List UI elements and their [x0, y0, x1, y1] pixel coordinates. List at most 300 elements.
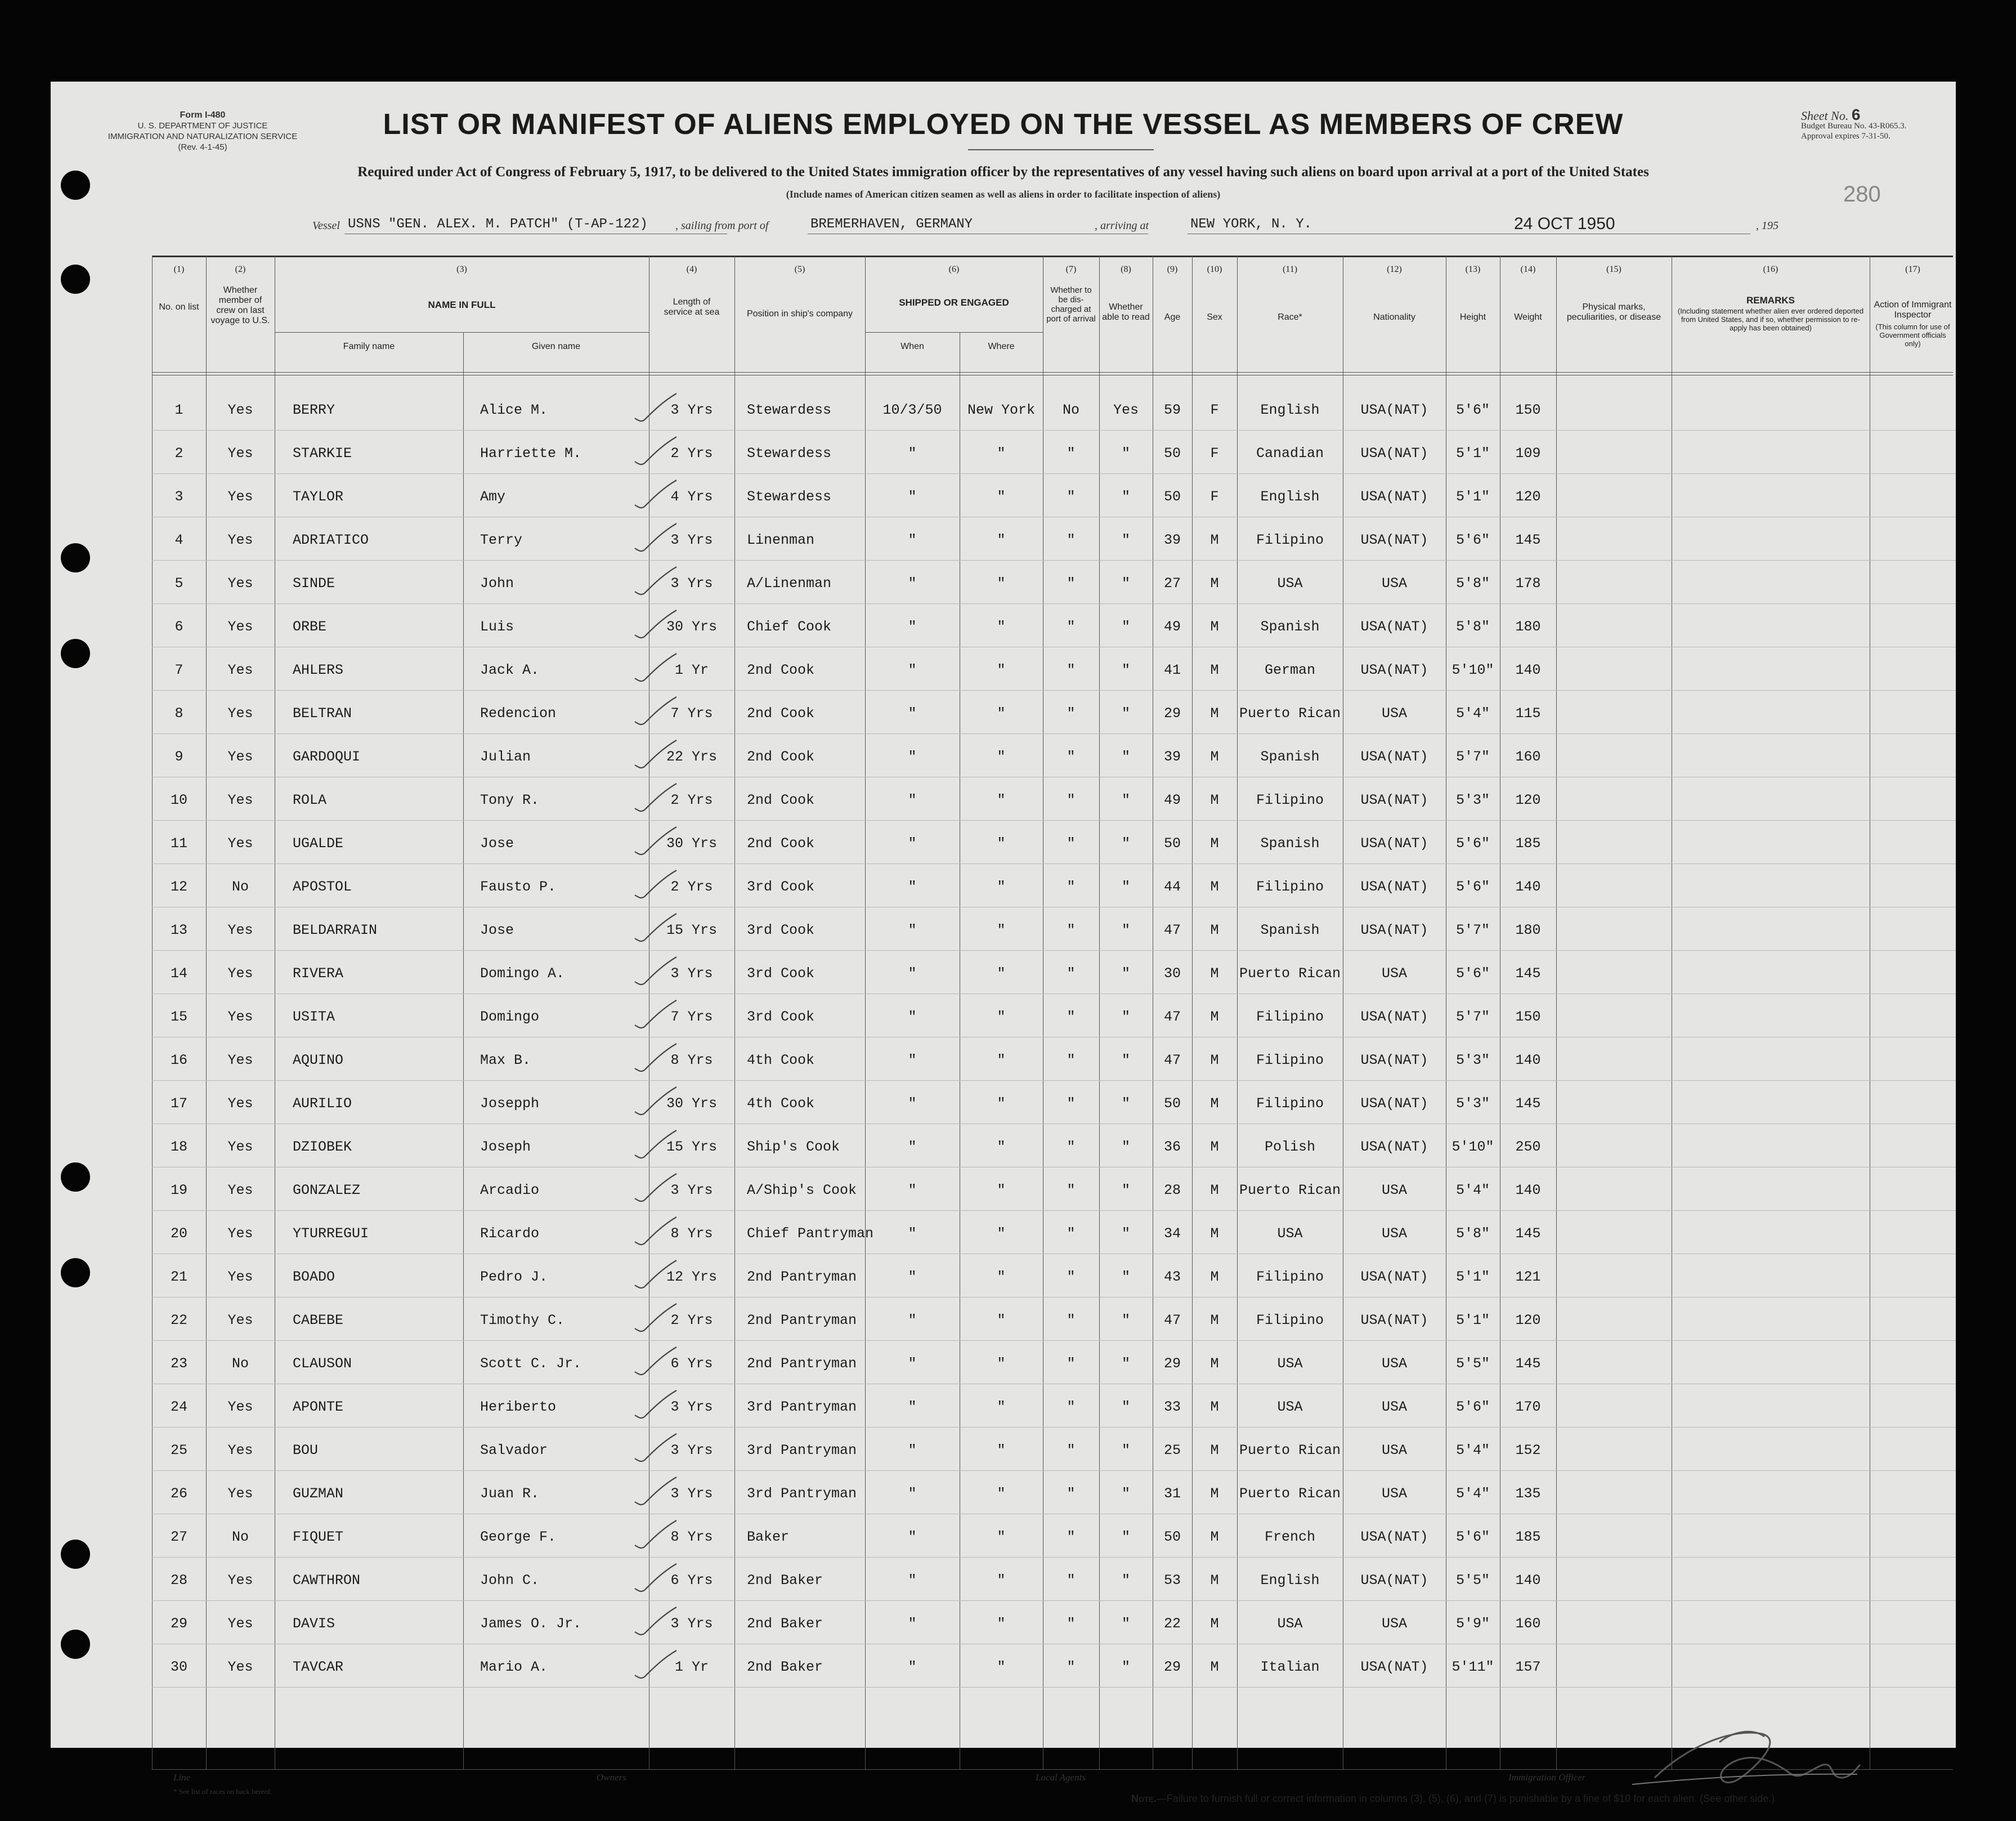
- cell-height: 5'1": [1455, 445, 1490, 462]
- cell-service: 1 Yr: [674, 662, 709, 678]
- cell-family: RIVERA: [293, 965, 344, 982]
- cell-where: ": [997, 1009, 1006, 1025]
- cell-service: 3 Yrs: [670, 1182, 713, 1198]
- col-9-num: (9): [1167, 265, 1178, 274]
- cell-last: Yes: [227, 1399, 253, 1415]
- cell-read: ": [1121, 705, 1130, 722]
- cell-read: ": [1121, 1312, 1130, 1328]
- cell-age: 41: [1163, 662, 1181, 678]
- cell-service: 15 Yrs: [666, 1139, 717, 1155]
- cell-nationality: USA: [1381, 1399, 1407, 1415]
- table-row: [51, 1082, 1956, 1125]
- cell-family: USITA: [293, 1009, 335, 1025]
- cell-given: Timothy C.: [480, 1312, 565, 1328]
- cell-read: ": [1121, 1139, 1130, 1155]
- cell-position: 2nd Baker: [747, 1659, 823, 1675]
- cell-last: Yes: [227, 1616, 253, 1632]
- cell-weight: 150: [1515, 1009, 1541, 1025]
- cell-read: ": [1121, 1616, 1130, 1632]
- cell-service: 30 Yrs: [666, 619, 717, 635]
- cell-height: 5'4": [1455, 1486, 1490, 1502]
- cell-height: 5'3": [1455, 792, 1490, 808]
- table-row: [51, 562, 1956, 605]
- table-row: [51, 865, 1956, 909]
- cell-sex: M: [1210, 879, 1219, 895]
- table-row: [51, 648, 1956, 692]
- cell-service: 30 Yrs: [666, 835, 717, 852]
- budget-bureau: Budget Bureau No. 43-R065.3.: [1801, 122, 1907, 131]
- cell-family: AHLERS: [293, 662, 344, 678]
- cell-position: 2nd Pantryman: [747, 1312, 857, 1328]
- cell-service: 8 Yrs: [670, 1225, 713, 1242]
- cell-last: Yes: [227, 402, 253, 418]
- cell-service: 3 Yrs: [670, 1399, 713, 1415]
- cell-no: 20: [170, 1225, 187, 1242]
- vessel-name: USNS "GEN. ALEX. M. PATCH" (T-AP-122): [348, 217, 648, 232]
- cell-no: 6: [174, 619, 183, 635]
- cell-read: ": [1121, 575, 1130, 592]
- cell-when: ": [908, 835, 917, 852]
- cell-no: 11: [170, 835, 187, 852]
- cell-family: TAYLOR: [293, 489, 344, 505]
- cell-sex: M: [1210, 1009, 1219, 1025]
- cell-weight: 160: [1515, 749, 1541, 765]
- cell-sex: M: [1210, 1182, 1219, 1198]
- cell-when: ": [908, 619, 917, 635]
- cell-family: DZIOBEK: [293, 1139, 352, 1155]
- cell-when: ": [908, 1139, 917, 1155]
- cell-last: Yes: [227, 1009, 253, 1025]
- cell-where: ": [997, 1572, 1006, 1589]
- revision: (Rev. 4-1-45): [178, 142, 227, 152]
- check-mark-icon: [630, 911, 681, 945]
- table-row: [51, 1169, 1956, 1212]
- cell-given: Heriberto: [480, 1399, 557, 1415]
- cell-race: Italian: [1260, 1659, 1320, 1675]
- cell-height: 5'8": [1455, 619, 1490, 635]
- col-sex-header: Sex: [1207, 312, 1222, 322]
- check-mark-icon: [630, 651, 681, 685]
- cell-age: 43: [1163, 1269, 1181, 1285]
- cell-nationality: USA: [1381, 1182, 1407, 1198]
- cell-nationality: USA(NAT): [1360, 445, 1428, 462]
- cell-race: Filipino: [1256, 1312, 1324, 1328]
- cell-when: ": [908, 1399, 917, 1415]
- cell-weight: 145: [1515, 1225, 1541, 1242]
- cell-sex: F: [1210, 402, 1219, 418]
- header-bottom-rule: [152, 372, 1953, 373]
- sailing-label: , sailing from port of: [675, 220, 769, 232]
- table-row: [51, 1342, 1956, 1385]
- cell-read: ": [1121, 489, 1130, 505]
- cell-family: GARDOQUI: [293, 749, 361, 765]
- cell-given: Joseph: [480, 1139, 531, 1155]
- cell-service: 15 Yrs: [666, 922, 717, 938]
- races-footnote: * See list of races on back hereof.: [173, 1787, 272, 1796]
- check-mark-icon: [630, 1518, 681, 1552]
- cell-read: ": [1121, 835, 1130, 852]
- cell-where: ": [997, 1659, 1006, 1675]
- cell-race: Filipino: [1256, 792, 1324, 808]
- cell-given: Ricardo: [480, 1225, 540, 1242]
- check-mark-icon: [630, 1605, 681, 1639]
- cell-where: ": [997, 879, 1006, 895]
- cell-race: Polish: [1264, 1139, 1315, 1155]
- cell-sex: M: [1210, 705, 1219, 722]
- table-row: [51, 952, 1956, 995]
- cell-weight: 140: [1515, 1572, 1541, 1589]
- cell-read: ": [1121, 1486, 1130, 1502]
- table-row: [51, 1299, 1956, 1342]
- cell-sex: M: [1210, 1616, 1219, 1632]
- cell-given: Luis: [480, 619, 514, 635]
- cell-read: ": [1121, 445, 1130, 462]
- cell-sex: M: [1210, 1052, 1219, 1068]
- col-remarks-subheader: (Including statement whether alien ever ordered deported from United States, and if so, whether permission to re-apply has been obtained): [1677, 307, 1864, 332]
- cell-read: ": [1121, 1659, 1130, 1675]
- cell-given: Josepph: [480, 1095, 540, 1112]
- approval-expiry: Approval expires 7-31-50.: [1801, 132, 1890, 141]
- cell-discharged: ": [1067, 1009, 1076, 1025]
- col-age-header: Age: [1164, 312, 1181, 322]
- cell-given: Tony R.: [480, 792, 540, 808]
- check-mark-icon: [630, 955, 681, 988]
- cell-when: ": [908, 879, 917, 895]
- cell-discharged: ": [1067, 1486, 1076, 1502]
- cell-last: Yes: [227, 575, 253, 592]
- cell-family: BOADO: [293, 1269, 335, 1285]
- cell-when: ": [908, 662, 917, 678]
- cell-position: Chief Cook: [747, 619, 832, 635]
- cell-position: 2nd Baker: [747, 1616, 823, 1632]
- cell-age: 29: [1163, 1355, 1181, 1372]
- footer-local-agents-label: Local Agents: [1036, 1772, 1086, 1783]
- cell-sex: M: [1210, 619, 1219, 635]
- col-when-header: When: [901, 342, 924, 351]
- cell-height: 5'6": [1455, 1399, 1490, 1415]
- cell-position: Stewardess: [747, 489, 832, 505]
- cell-discharged: ": [1067, 1399, 1076, 1415]
- table-row: [51, 822, 1956, 865]
- col-where-header: Where: [988, 342, 1015, 351]
- cell-given: Julian: [480, 749, 531, 765]
- cell-sex: F: [1210, 489, 1219, 505]
- cell-age: 50: [1163, 1095, 1181, 1112]
- cell-no: 18: [170, 1139, 187, 1155]
- table-row: [51, 475, 1956, 518]
- row-rule: [152, 733, 1956, 734]
- footer-line-label: Line: [173, 1772, 191, 1783]
- cell-where: ": [997, 619, 1006, 635]
- cell-sex: M: [1210, 1312, 1219, 1328]
- cell-when: ": [908, 1095, 917, 1112]
- cell-race: Puerto Rican: [1239, 705, 1341, 722]
- cell-height: 5'10": [1451, 1139, 1494, 1155]
- cell-service: 30 Yrs: [666, 1095, 717, 1112]
- cell-where: ": [997, 835, 1006, 852]
- check-mark-icon: [630, 1085, 681, 1118]
- vessel-label: Vessel: [312, 220, 340, 232]
- cell-race: Puerto Rican: [1239, 1442, 1341, 1458]
- cell-no: 24: [170, 1399, 187, 1415]
- cell-sex: M: [1210, 1399, 1219, 1415]
- cell-nationality: USA(NAT): [1360, 619, 1428, 635]
- cell-discharged: ": [1067, 575, 1076, 592]
- cell-height: 5'4": [1455, 705, 1490, 722]
- cell-last: Yes: [227, 1052, 253, 1068]
- cell-race: English: [1260, 489, 1320, 505]
- cell-service: 2 Yrs: [670, 879, 713, 895]
- cell-when: 10/3/50: [882, 402, 942, 418]
- cell-nationality: USA(NAT): [1360, 749, 1428, 765]
- cell-nationality: USA(NAT): [1360, 1312, 1428, 1328]
- cell-where: ": [997, 922, 1006, 938]
- cell-discharged: ": [1067, 922, 1076, 938]
- check-mark-icon: [630, 695, 681, 728]
- check-mark-icon: [630, 565, 681, 598]
- cell-service: 8 Yrs: [670, 1529, 713, 1545]
- cell-where: ": [997, 1355, 1006, 1372]
- cell-discharged: ": [1067, 749, 1076, 765]
- row-rule: [152, 1340, 1956, 1341]
- cell-given: Juan R.: [480, 1486, 540, 1502]
- cell-family: TAVCAR: [293, 1659, 344, 1675]
- cell-where: ": [997, 1312, 1006, 1328]
- cell-when: ": [908, 749, 917, 765]
- cell-family: APOSTOL: [293, 879, 352, 895]
- check-mark-icon: [630, 868, 681, 902]
- col-remarks-header: REMARKS: [1746, 295, 1795, 306]
- cell-position: 2nd Cook: [747, 705, 815, 722]
- cell-given: Salvador: [480, 1442, 548, 1458]
- cell-no: 15: [170, 1009, 187, 1025]
- cell-family: STARKIE: [293, 445, 352, 462]
- cell-read: ": [1121, 1572, 1130, 1589]
- cell-no: 10: [170, 792, 187, 808]
- cell-weight: 145: [1515, 965, 1541, 982]
- col-inspector-header: Action of Immigrant Inspector: [1874, 300, 1952, 320]
- cell-position: 2nd Baker: [747, 1572, 823, 1589]
- cell-discharged: ": [1067, 1182, 1076, 1198]
- table-row: [51, 1645, 1956, 1689]
- cell-service: 4 Yrs: [670, 489, 713, 505]
- cell-discharged: ": [1067, 1529, 1076, 1545]
- cell-family: BELDARRAIN: [293, 922, 378, 938]
- cell-discharged: ": [1067, 532, 1076, 548]
- col-name-header: NAME IN FULL: [428, 299, 496, 310]
- cell-position: Chief Pantryman: [747, 1225, 874, 1242]
- col-4-num: (4): [686, 265, 697, 274]
- cell-read: ": [1121, 922, 1130, 938]
- cell-race: French: [1264, 1529, 1315, 1545]
- check-mark-icon: [630, 998, 681, 1032]
- cell-age: 49: [1163, 619, 1181, 635]
- include-text: (Include names of American citizen seamen as well as aliens in order to facilitate inspection of aliens): [786, 189, 1221, 200]
- cell-weight: 180: [1515, 922, 1541, 938]
- cell-age: 47: [1163, 1009, 1181, 1025]
- cell-when: ": [908, 922, 917, 938]
- cell-sex: F: [1210, 445, 1219, 462]
- cell-age: 44: [1163, 879, 1181, 895]
- cell-height: 5'11": [1451, 1659, 1494, 1675]
- cell-race: Spanish: [1260, 835, 1320, 852]
- cell-when: ": [908, 1616, 917, 1632]
- cell-race: USA: [1277, 1355, 1303, 1372]
- cell-given: Scott C. Jr.: [480, 1355, 582, 1372]
- cell-position: 3rd Cook: [747, 879, 815, 895]
- cell-given: Pedro J.: [480, 1269, 548, 1285]
- cell-family: ROLA: [293, 792, 327, 808]
- cell-race: Filipino: [1256, 879, 1324, 895]
- cell-service: 3 Yrs: [670, 575, 713, 592]
- cell-when: ": [908, 1572, 917, 1589]
- cell-service: 2 Yrs: [670, 792, 713, 808]
- cell-family: FIQUET: [293, 1529, 344, 1545]
- cell-discharged: ": [1067, 619, 1076, 635]
- cell-last: Yes: [227, 1572, 253, 1589]
- cell-discharged: ": [1067, 1442, 1076, 1458]
- cell-nationality: USA(NAT): [1360, 922, 1428, 938]
- row-rule: [152, 603, 1956, 604]
- cell-nationality: USA(NAT): [1360, 1139, 1428, 1155]
- cell-weight: 120: [1515, 1312, 1541, 1328]
- cell-nationality: USA: [1381, 1442, 1407, 1458]
- page-title: LIST OR MANIFEST OF ALIENS EMPLOYED ON THE VESSEL AS MEMBERS OF CREW: [383, 108, 1624, 141]
- col-nationality-header: Nationality: [1373, 312, 1415, 322]
- cell-last: Yes: [227, 965, 253, 982]
- cell-discharged: ": [1067, 1052, 1076, 1068]
- cell-last: Yes: [227, 1182, 253, 1198]
- table-row: [51, 1255, 1956, 1299]
- sheet-number: 6: [1851, 106, 1861, 123]
- cell-height: 5'1": [1455, 489, 1490, 505]
- cell-nationality: USA(NAT): [1360, 1659, 1428, 1675]
- cell-age: 49: [1163, 792, 1181, 808]
- cell-given: Harriette M.: [480, 445, 582, 462]
- table-row: [51, 1559, 1956, 1602]
- cell-age: 29: [1163, 1659, 1181, 1675]
- cell-race: Canadian: [1256, 445, 1324, 462]
- cell-last: Yes: [227, 619, 253, 635]
- cell-weight: 152: [1515, 1442, 1541, 1458]
- cell-height: 5'9": [1455, 1616, 1490, 1632]
- cell-when: ": [908, 1052, 917, 1068]
- cell-service: 12 Yrs: [666, 1269, 717, 1285]
- table-top-rule: [152, 256, 1953, 257]
- cell-position: 3rd Pantryman: [747, 1442, 857, 1458]
- table-row: [51, 605, 1956, 648]
- cell-no: 2: [174, 445, 183, 462]
- cell-read: ": [1121, 1269, 1130, 1285]
- cell-service: 3 Yrs: [670, 532, 713, 548]
- col-shipped-header: SHIPPED OR ENGAGED: [899, 297, 1009, 308]
- cell-no: 16: [170, 1052, 187, 1068]
- cell-service: 22 Yrs: [666, 749, 717, 765]
- table-row: [51, 388, 1956, 432]
- cell-race: USA: [1277, 1616, 1303, 1632]
- cell-last: Yes: [227, 1095, 253, 1112]
- cell-age: 28: [1163, 1182, 1181, 1198]
- cell-read: ": [1121, 1529, 1130, 1545]
- row-rule: [152, 430, 1956, 431]
- cell-age: 29: [1163, 705, 1181, 722]
- table-row: [51, 432, 1956, 475]
- table-row: [51, 1385, 1956, 1429]
- cell-read: ": [1121, 792, 1130, 808]
- cell-race: USA: [1277, 1399, 1303, 1415]
- cell-age: 47: [1163, 922, 1181, 938]
- cell-sex: M: [1210, 835, 1219, 852]
- cell-weight: 140: [1515, 1052, 1541, 1068]
- col-given-name-header: Given name: [531, 342, 581, 351]
- cell-when: ": [908, 1355, 917, 1372]
- cell-given: Amy: [480, 489, 506, 505]
- cell-last: Yes: [227, 1139, 253, 1155]
- col-read-header: Whether able to read: [1102, 302, 1150, 322]
- cell-position: A/Ship's Cook: [747, 1182, 857, 1198]
- col-5-num: (5): [794, 265, 805, 274]
- service: IMMIGRATION AND NATURALIZATION SERVICE: [107, 132, 298, 141]
- cell-discharged: ": [1067, 1095, 1076, 1112]
- cell-given: George F.: [480, 1529, 557, 1545]
- col-10-num: (10): [1207, 265, 1222, 274]
- cell-when: ": [908, 1225, 917, 1242]
- required-text: Required under Act of Congress of February 5, 1917, to be delivered to the United States immigration officer by the representatives of any vessel having such aliens on board upon arrival at a port of the United States: [357, 164, 1649, 180]
- row-rule: [152, 1080, 1956, 1081]
- cell-race: English: [1260, 1572, 1320, 1589]
- cell-when: ": [908, 1442, 917, 1458]
- cell-age: 39: [1163, 749, 1181, 765]
- cell-read: ": [1121, 619, 1130, 635]
- cell-last: Yes: [227, 705, 253, 722]
- cell-position: 2nd Cook: [747, 662, 815, 678]
- cell-service: 6 Yrs: [670, 1572, 713, 1589]
- cell-discharged: ": [1067, 965, 1076, 982]
- cell-no: 22: [170, 1312, 187, 1328]
- cell-when: ": [908, 792, 917, 808]
- col-1-num: (1): [173, 265, 185, 274]
- cell-height: 5'6": [1455, 835, 1490, 852]
- cell-position: 4th Cook: [747, 1095, 815, 1112]
- row-rule: [152, 1470, 1956, 1471]
- col-weight-header: Weight: [1514, 312, 1542, 322]
- cell-sex: M: [1210, 1486, 1219, 1502]
- cell-age: 39: [1163, 532, 1181, 548]
- cell-height: 5'6": [1455, 402, 1490, 418]
- cell-discharged: ": [1067, 489, 1076, 505]
- cell-where: ": [997, 1616, 1006, 1632]
- cell-service: 3 Yrs: [670, 965, 713, 982]
- cell-position: Baker: [747, 1529, 790, 1545]
- cell-service: 2 Yrs: [670, 445, 713, 462]
- table-row: [51, 1472, 1956, 1515]
- cell-height: 5'7": [1455, 1009, 1490, 1025]
- cell-sex: M: [1210, 922, 1219, 938]
- cell-age: 59: [1163, 402, 1181, 418]
- check-mark-icon: [630, 478, 681, 512]
- note-label: Note.: [1131, 1793, 1157, 1804]
- cell-age: 50: [1163, 1529, 1181, 1545]
- cell-no: 30: [170, 1659, 187, 1675]
- col-13-num: (13): [1465, 265, 1481, 274]
- cell-last: Yes: [227, 1269, 253, 1285]
- cell-read: ": [1121, 1052, 1130, 1068]
- col-position-header: Position in ship's company: [746, 309, 853, 319]
- cell-weight: 115: [1515, 705, 1541, 722]
- cell-family: BELTRAN: [293, 705, 352, 722]
- cell-position: 2nd Pantryman: [747, 1355, 857, 1372]
- cell-when: ": [908, 1312, 917, 1328]
